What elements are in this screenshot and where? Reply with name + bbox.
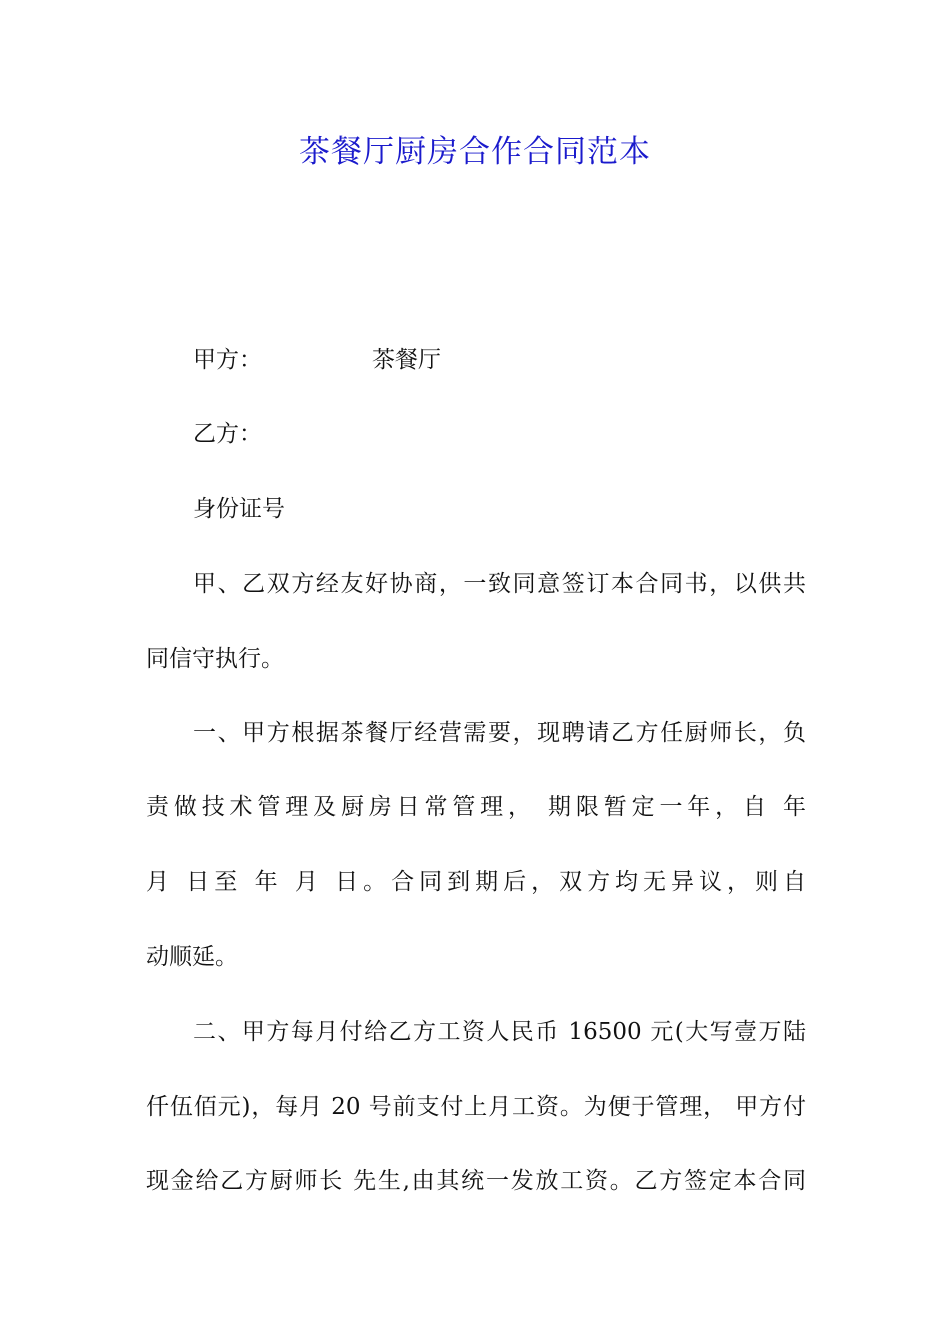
clause2-line-1: 二、甲方每月付给乙方工资人民币 16500 元(大写壹万陆 xyxy=(193,1019,806,1045)
party-a-label: 甲方： xyxy=(193,347,262,373)
clause1-line-3: 月 日至 年 月 日。合同到期后，双方均无异议，则自 xyxy=(146,869,806,895)
id-number-label: 身份证号 xyxy=(193,496,285,522)
intro-line-2: 同信守执行。 xyxy=(146,646,284,672)
clause1-line-2: 责做技术管理及厨房日常管理， 期限暂定一年，自 年 xyxy=(146,794,806,820)
clause2-line-3: 现金给乙方厨师长 先生,由其统一发放工资。乙方签定本合同 xyxy=(146,1168,806,1194)
party-b-label: 乙方： xyxy=(193,421,262,447)
party-a-value: 茶餐厅 xyxy=(372,347,441,373)
document-title: 茶餐厅厨房合作合同范本 xyxy=(299,134,651,170)
clause2-line-2: 仟伍佰元)，每月 20 号前支付上月工资。为便于管理， 甲方付 xyxy=(146,1094,806,1120)
intro-line-1: 甲、乙双方经友好协商，一致同意签订本合同书，以供共 xyxy=(193,571,806,597)
clause1-line-4: 动顺延。 xyxy=(146,944,238,970)
clause1-line-1: 一、甲方根据茶餐厅经营需要，现聘请乙方任厨师长，负 xyxy=(193,720,806,746)
